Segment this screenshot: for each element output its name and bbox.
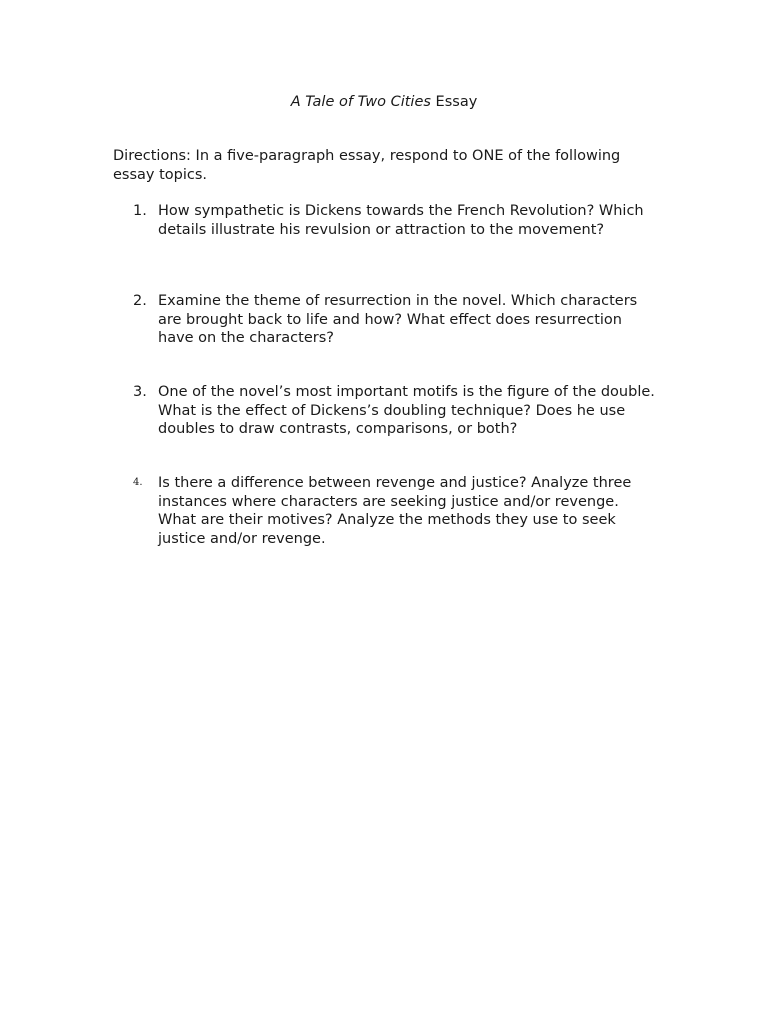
title-suffix: Essay	[430, 94, 478, 110]
list-item-text: How sympathetic is Dickens towards the French Revolution? Which details illustrate his revulsion or attraction to the movement?	[158, 203, 644, 238]
list-item-number: 1.	[133, 203, 147, 219]
list-item-number: 4.	[133, 477, 143, 488]
list-item-number: 2.	[133, 293, 147, 309]
directions-paragraph: Directions: In a five-paragraph essay, respond to ONE of the following essay topics.	[113, 148, 621, 183]
list-item	[113, 292, 658, 348]
list-item-text: Examine the theme of resurrection in the novel. Which characters are brought back to life and how? What effect does resurrection have on the characters?	[158, 293, 638, 346]
list-item-text: Is there a difference between revenge and justice? Analyze three instances where characters are seeking justice and/or revenge. What are their motives? Analyze the methods they use to seek justice and/or revenge.	[158, 475, 632, 547]
document-title	[0, 93, 768, 112]
list-item	[113, 202, 658, 239]
title-book-name: A Tale of Two Cities	[290, 94, 431, 110]
list-item-number: 3.	[133, 384, 147, 400]
list-item-text: One of the novel’s most important motifs is the figure of the double. What is the effect of Dickens’s doubling technique? Does he use doubles to draw contrasts, comparisons, or both?	[158, 384, 655, 437]
list-item	[113, 383, 658, 439]
list-item	[113, 474, 658, 548]
